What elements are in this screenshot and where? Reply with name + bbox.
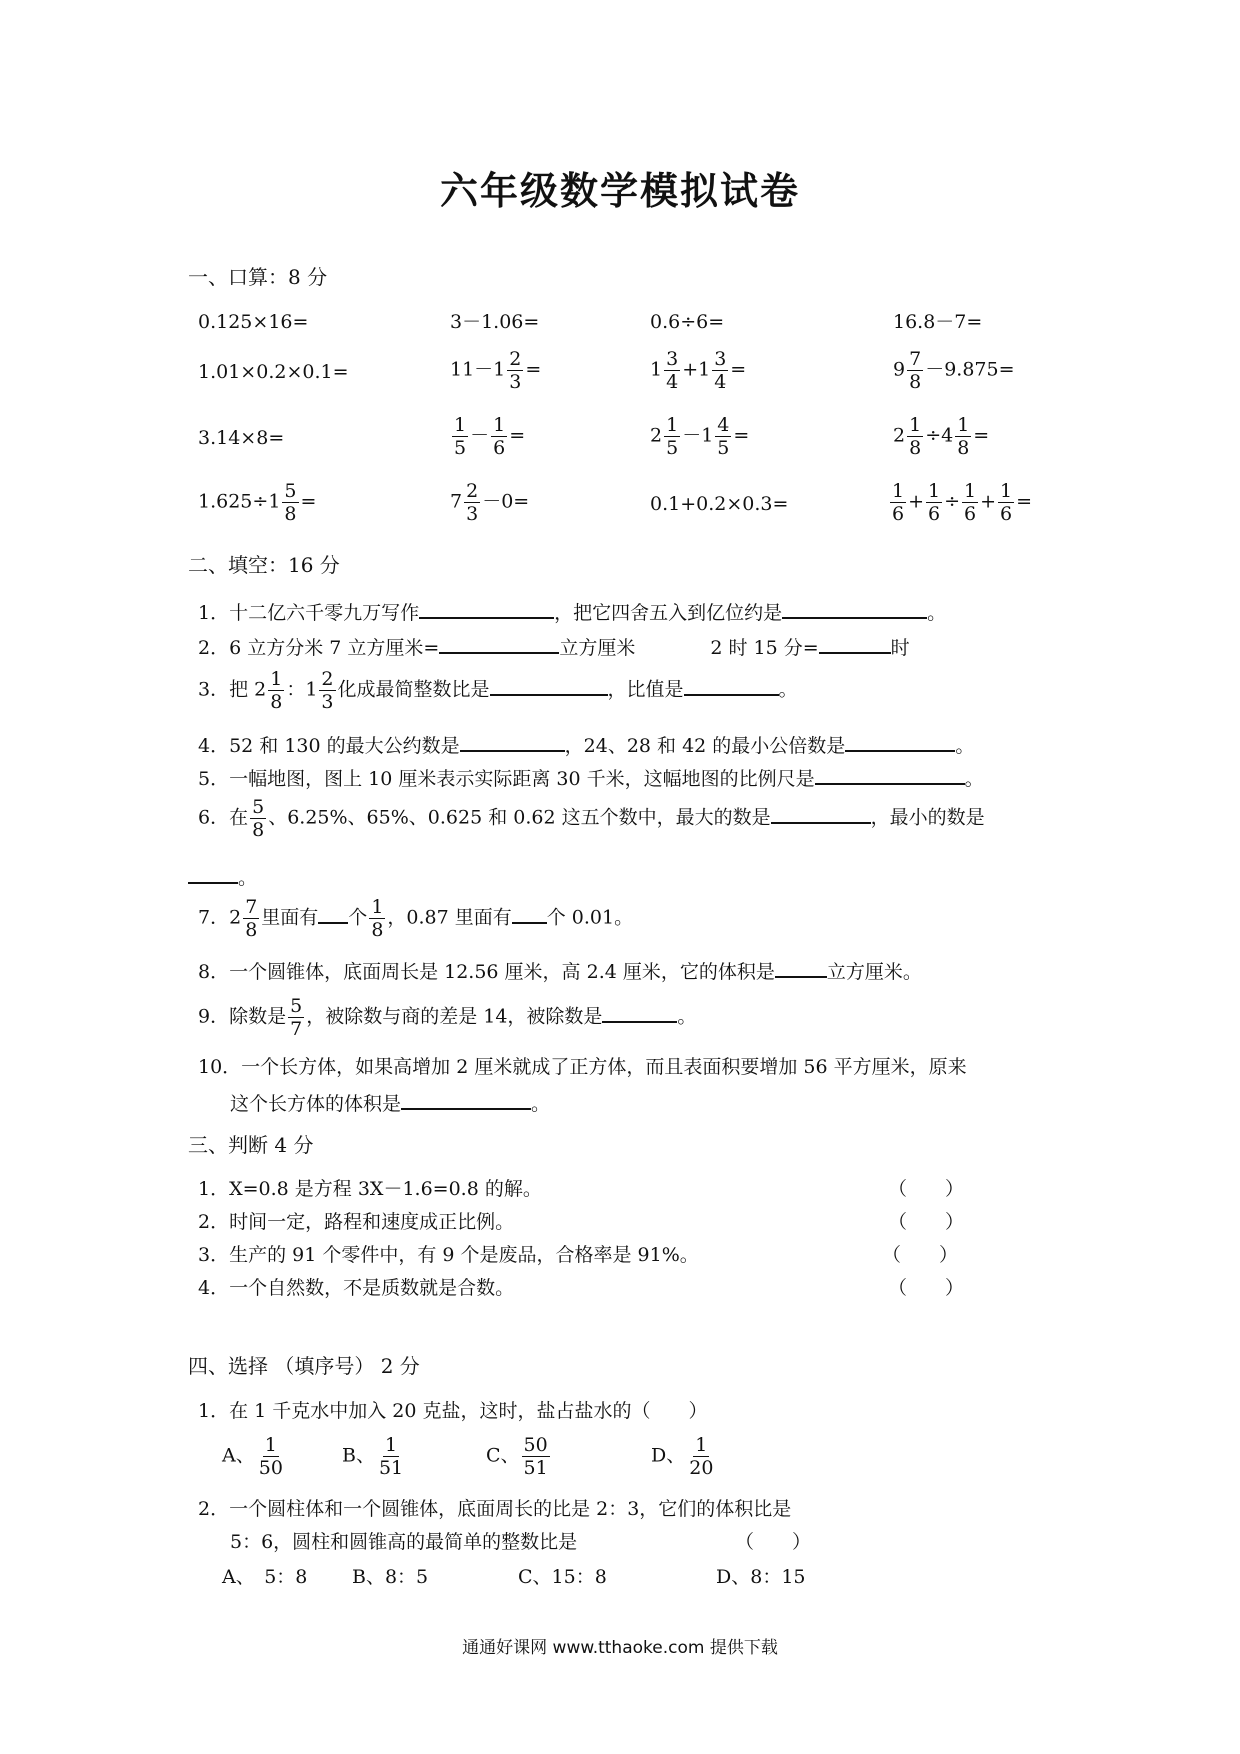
calc-r2c2: 11－1 $\frac{2}{3}$ = (450, 348, 542, 393)
fill-q9: 9．除数是 $\frac{5}{7}$ ，被除数与商的差是 14，被除数是 。 (198, 995, 697, 1040)
calc-r3c3: 2 $\frac{1}{5}$ －1 $\frac{4}{5}$ = (650, 414, 750, 459)
choice-q2-option-d: D、8：15 (716, 1566, 806, 1588)
fill-q2: 2．6 立方分米 7 立方厘米= 立方厘米 2 时 15 分= 时 (198, 632, 910, 660)
choice-q1: 1．在 1 千克水中加入 20 克盐，这时，盐占盐水的（ ） (198, 1400, 708, 1422)
fill-q5: 5．一幅地图，图上 10 厘米表示实际距离 30 千米，这幅地图的比例尺是 。 (198, 763, 984, 791)
fill-q6: 6．在 $\frac{5}{8}$ 、6.25%、65%、0.625 和 0.62 这五个数中，最大的数是 ，最小的数是 (198, 796, 985, 841)
fill-q4: 4．52 和 130 的最大公约数是 ，24、28 和 42 的最小公倍数是 。 (198, 730, 974, 758)
choice-q2-option-b: B、8：5 (352, 1566, 429, 1588)
page-footer: 通通好课网 www.tthaoke.com 提供下载 (462, 1638, 778, 1658)
judge-q2: 2．时间一定，路程和速度成正比例。 (198, 1211, 515, 1233)
calc-r4c2: 7 $\frac{2}{3}$ －0= (450, 480, 530, 525)
calc-r4c1: 1.625÷1 $\frac{5}{8}$ = (198, 480, 317, 525)
section-4-heading: 四、选择 （填序号） 2 分 (188, 1354, 420, 1378)
judge-q1: 1．X=0.8 是方程 3X－1.6=0.8 的解。 (198, 1178, 542, 1200)
calc-r1c2: 3－1.06= (450, 311, 540, 333)
fill-q10-cont: 这个长方体的体积是 。 (230, 1088, 550, 1116)
judge-q4-answer: （ ） (888, 1277, 965, 1299)
fill-q10: 10．一个长方体，如果高增加 2 厘米就成了正方体，而且表面积要增加 56 平方厘米，原来 (198, 1056, 967, 1078)
choice-q2-cont: 5：6，圆柱和圆锥高的最简单的整数比是 (230, 1531, 578, 1553)
fill-q1: 1．十二亿六千零九万写作 ，把它四舍五入到亿位约是 。 (198, 597, 946, 625)
calc-r4c3: 0.1+0.2×0.3= (650, 493, 789, 515)
fill-q6-cont: 。 (188, 862, 257, 890)
choice-q1-option-b: B、 $\frac{1}{51}$ (342, 1434, 404, 1479)
choice-q2-option-a: A、 5：8 (222, 1566, 308, 1588)
fill-q7: 7．2 $\frac{7}{8}$ 里面有 个 $\frac{1}{8}$ ，0.87 里面有 个 0.01。 (198, 896, 634, 941)
choice-q1-option-c: C、 $\frac{50}{51}$ (486, 1434, 548, 1479)
judge-q4: 4．一个自然数，不是质数就是合数。 (198, 1277, 515, 1299)
judge-q3: 3．生产的 91 个零件中，有 9 个是废品，合格率是 91%。 (198, 1244, 699, 1266)
calc-r4c4: $\frac{1}{6}$ + $\frac{1}{6}$ ÷ $\frac{1}{6}$ + $\frac{1}{6}$ = (892, 480, 1033, 525)
calc-r3c1: 3.14×8= (198, 427, 285, 449)
section-2-heading: 二、填空：16 分 (188, 553, 340, 577)
calc-r1c1: 0.125×16= (198, 311, 309, 333)
choice-q2-option-c: C、15：8 (518, 1566, 607, 1588)
choice-q1-option-d: D、 $\frac{1}{20}$ (651, 1434, 714, 1479)
calc-r2c3: 1 $\frac{3}{4}$ +1 $\frac{3}{4}$ = (650, 348, 747, 393)
calc-r3c4: 2 $\frac{1}{8}$ ÷4 $\frac{1}{8}$ = (893, 414, 990, 459)
choice-q2: 2．一个圆柱体和一个圆锥体，底面周长的比是 2：3，它们的体积比是 (198, 1498, 792, 1520)
calc-r2c1: 1.01×0.2×0.1= (198, 361, 349, 383)
choice-q1-option-a: A、 $\frac{1}{50}$ (222, 1434, 283, 1479)
judge-q1-answer: （ ） (888, 1178, 965, 1200)
judge-q2-answer: （ ） (888, 1211, 965, 1233)
section-3-heading: 三、判断 4 分 (188, 1133, 314, 1157)
judge-q3-answer: （ ） (882, 1244, 959, 1266)
fill-q3: 3．把 2 $\frac{1}{8}$ ：1 $\frac{2}{3}$ 化成最简整数比是 ，比值是 。 (198, 668, 798, 713)
calc-r1c4: 16.8－7= (893, 311, 983, 333)
choice-q2-answer: （ ） (735, 1531, 812, 1553)
calc-r2c4: 9 $\frac{7}{8}$ －9.875= (893, 348, 1015, 393)
calc-r1c3: 0.6÷6= (650, 311, 725, 333)
section-1-heading: 一、口算：8 分 (188, 265, 328, 289)
fill-q8: 8．一个圆锥体，底面周长是 12.56 厘米，高 2.4 厘米，它的体积是 立方厘米。 (198, 956, 922, 984)
page-title: 六年级数学模拟试卷 (439, 169, 800, 213)
calc-r3c2: $\frac{1}{5}$ － $\frac{1}{6}$ = (454, 414, 526, 459)
